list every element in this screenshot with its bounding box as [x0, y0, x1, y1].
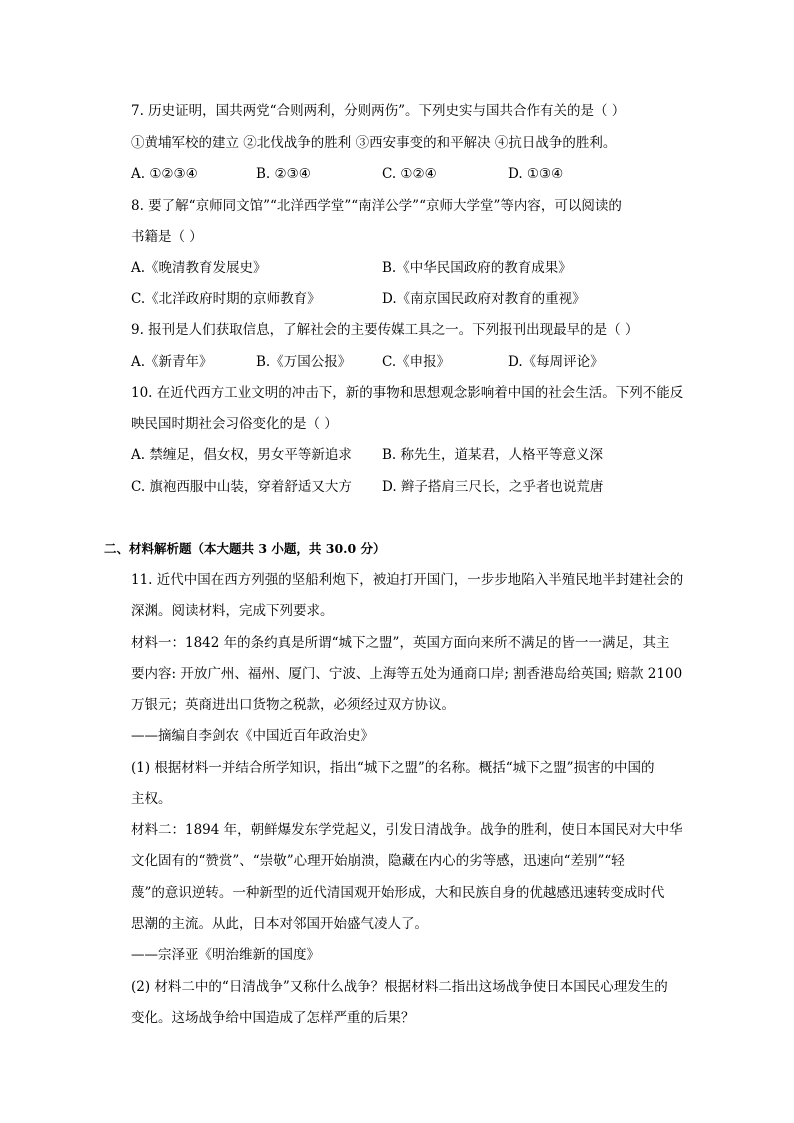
q9-option-b: B.《万国公报》 — [256, 354, 352, 370]
material2-source: ——宗泽亚《明治维新的国度》 — [131, 947, 320, 963]
q8-stem-line2: 书籍是（ ） — [131, 229, 203, 245]
q9-option-a: A.《新青年》 — [131, 354, 213, 370]
q8-stem-line1: 8. 要了解“京师同文馆”“北洋西学堂”“南洋公学”“京师大学堂”等内容，可以阅读的 — [131, 198, 622, 214]
q7-items: ①黄埔军校的建立 ②北伐战争的胜利 ③西安事变的和平解决 ④抗日战争的胜利。 — [131, 135, 617, 151]
q9-stem: 9. 报刊是人们获取信息，了解社会的主要传媒工具之一。下列报刊出现最早的是（ ） — [131, 322, 639, 338]
q7-option-c: C. ①②④ — [382, 166, 437, 182]
q11-intro-line2: 深渊。阅读材料，完成下列要求。 — [131, 603, 334, 619]
sub-question2-line1: (2) 材料二中的“日清战争”又称什么战争？根据材料二指出这场战争使日本国民心理发生的 — [131, 979, 668, 995]
q8-option-d: D.《南京国民政府对教育的重视》 — [382, 291, 586, 307]
sub-question1-line1: (1) 根据材料一并结合所学知识，指出“城下之盟”的名称。概括“城下之盟”损害的中国的 — [131, 760, 655, 776]
section-heading: 二、材料解析题（本大题共 3 小题，共 30.0 分） — [104, 541, 386, 556]
material2-line4: 思潮的主流。从此，日本对邻国开始盛气凌人了。 — [131, 916, 428, 932]
sub-question1-line2: 主权。 — [131, 791, 172, 807]
q8-option-c: C.《北洋政府时期的京师教育》 — [131, 291, 321, 307]
q9-option-c: C.《申报》 — [382, 354, 451, 370]
sub-question2-line2: 变化。这场战争给中国造成了怎样严重的后果？ — [131, 1010, 415, 1026]
material1-line3: 万银元；英商进出口货物之税款，必须经过双方协议。 — [131, 697, 455, 713]
q7-option-b: B. ②③④ — [256, 166, 311, 182]
q10-option-a: A. 禁缠足，倡女权，男女平等新追求 — [131, 447, 352, 463]
q10-option-b: B. 称先生，道某君，人格平等意义深 — [382, 447, 604, 463]
q10-option-c: C. 旗袍西服中山装，穿着舒适又大方 — [131, 479, 352, 495]
q8-option-b: B.《中华民国政府的教育成果》 — [382, 260, 572, 276]
q8-option-a: A.《晚清教育发展史》 — [131, 260, 267, 276]
material1-source: ——摘编自李剑农《中国近百年政治史》 — [131, 728, 374, 744]
material2-line1: 材料二：1894 年，朝鲜爆发东学党起义，引发日清战争。战争的胜利，使日本国民对大中华 — [131, 822, 683, 838]
q9-option-d: D.《每周评论》 — [508, 354, 604, 370]
q10-option-d: D. 辫子搭肩三尺长，之乎者也说荒唐 — [382, 479, 604, 495]
q7-option-d: D. ①③④ — [508, 166, 564, 182]
q10-stem-line2: 映民国时期社会习俗变化的是（ ） — [131, 416, 338, 432]
material2-line3: 蔑”的意识逆转。一种新型的近代清国观开始形成，大和民族自身的优越感迅速转变成时代 — [131, 885, 665, 901]
q7-option-a: A. ①②③④ — [131, 166, 198, 182]
q11-intro-line1: 11. 近代中国在西方列强的坚船利炮下，被迫打开国门，一步步地陷入半殖民地半封建社会的 — [131, 572, 684, 588]
material1-line1: 材料一：1842 年的条约真是所谓“城下之盟”，英国方面向来所不满足的皆一一满足，其主 — [131, 635, 670, 651]
material2-line2: 文化固有的“赞赏”、“崇敬”心理开始崩溃，隐藏在内心的劣等感，迅速向“差别”“轻 — [131, 853, 625, 869]
q10-stem-line1: 10. 在近代西方工业文明的冲击下，新的事物和思想观念影响着中国的社会生活。下列不能反 — [131, 385, 684, 401]
q7-stem: 7. 历史证明，国共两党“合则两利，分则两伤”。下列史实与国共合作有关的是（ ） — [131, 103, 626, 119]
material1-line2: 要内容: 开放广州、福州、厦门、宁波、上海等五处为通商口岸; 割香港岛给英国; 赔款 2100 — [131, 666, 683, 682]
